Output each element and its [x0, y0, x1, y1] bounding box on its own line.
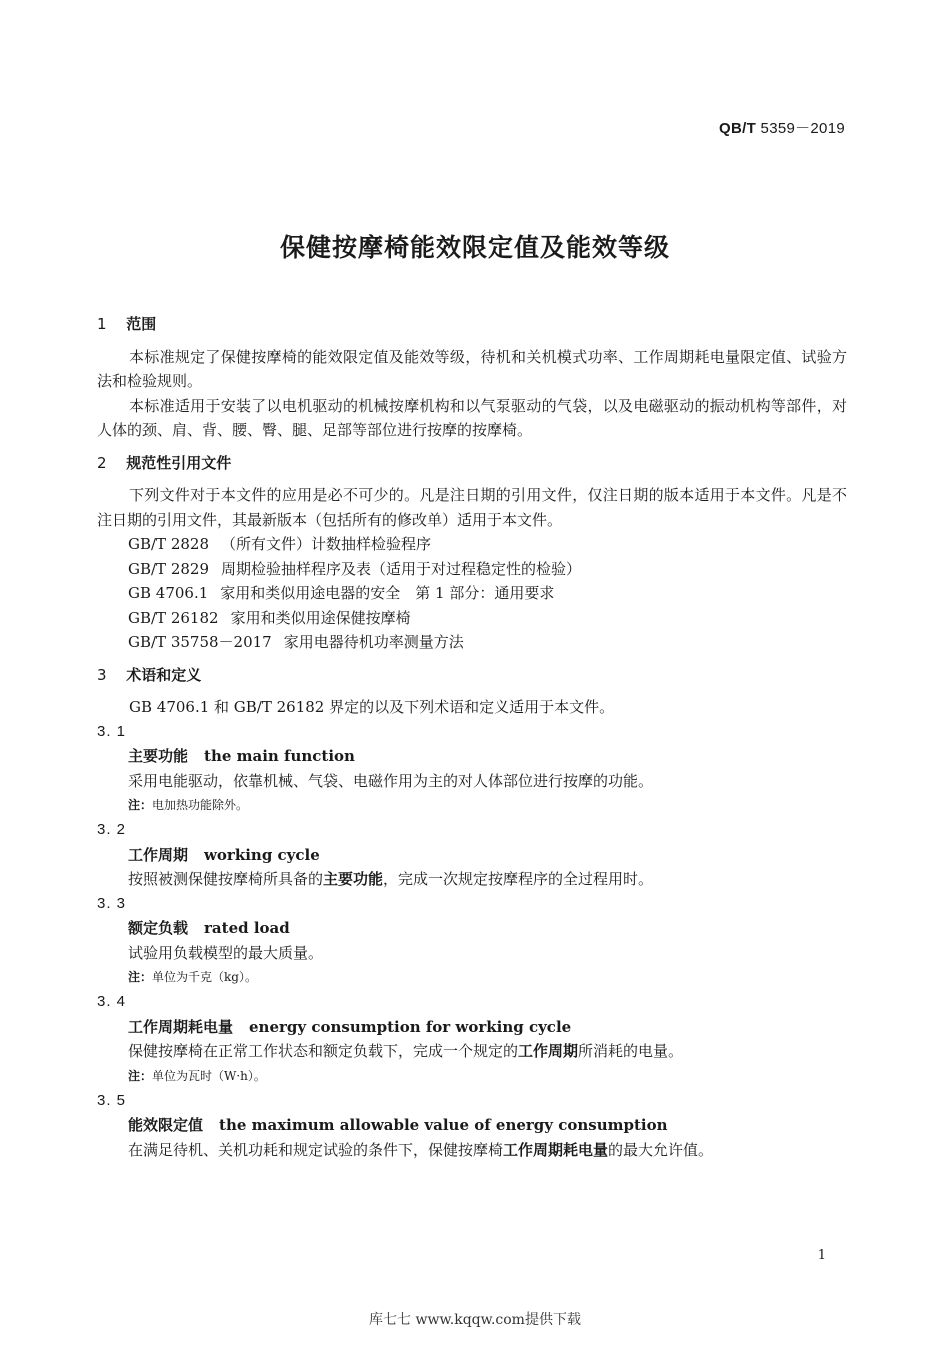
term-definition	[97, 867, 847, 892]
definition-term-ref: 主要功能	[323, 870, 384, 888]
paragraph: 本标准规定了保健按摩椅的能效限定值及能效等级，待机和关机模式功率、工作周期耗电量限定值、试验方法和检验规则。	[97, 347, 847, 390]
reference-code: GB/T 35758－2017	[128, 633, 272, 651]
download-footer: 库七七 www.kqqw.com提供下载	[369, 1312, 581, 1328]
definition-text: ，完成一次规定按摩程序的全过程用时。	[383, 870, 654, 888]
term-en: the maximum allowable value of energy consumption	[219, 1116, 668, 1134]
reference-code: GB 4706.1	[128, 584, 209, 602]
note-label: 注：	[128, 1068, 153, 1083]
standard-code-number: 5359－2019	[760, 120, 845, 137]
paragraph: 本标准适用于安装了以电机驱动的机械按摩机构和以气泵驱动的气袋，以及电磁驱动的振动机构等部件，对人体的颈、肩、背、腰、臀、腿、足部等部位进行按摩的按摩椅。	[97, 396, 847, 439]
term-definition	[97, 1138, 847, 1163]
definition-term-ref: 工作周期	[518, 1042, 579, 1060]
note-text: 单位为千克（kg）。	[152, 970, 257, 984]
section-1-heading	[97, 312, 847, 337]
reference-item	[97, 557, 847, 582]
term-definition	[97, 941, 847, 966]
reference-title: 家用电器待机功率测量方法	[283, 633, 464, 651]
term-number: 3. 1	[97, 722, 127, 740]
definition-text: 按照被测保健按摩椅所具备的	[128, 870, 324, 888]
document-body	[97, 312, 847, 1162]
term-number: 3. 5	[97, 1091, 127, 1109]
reference-item	[97, 630, 847, 655]
section-number: 2	[97, 453, 107, 472]
note-label: 注：	[128, 798, 153, 812]
definition-text: 的最大允许值。	[608, 1140, 714, 1159]
term-title	[97, 916, 847, 941]
page-number: 1	[817, 1248, 826, 1263]
term-note	[97, 793, 847, 818]
definition-text: 试验用负载模型的最大质量。	[128, 943, 324, 962]
term-note	[97, 965, 847, 990]
section-2-heading	[97, 451, 847, 476]
term-title	[97, 1015, 847, 1040]
section-title: 范围	[126, 315, 157, 333]
term-number: 3. 3	[97, 894, 127, 912]
term-en: energy consumption for working cycle	[249, 1017, 572, 1036]
term-zh: 工作周期耗电量	[128, 1017, 234, 1036]
term-en: the main function	[204, 747, 355, 765]
standard-code	[719, 117, 845, 138]
term-zh: 主要功能	[128, 747, 189, 765]
note-label: 注：	[128, 970, 153, 984]
reference-title: 周期检验抽样程序及表（适用于对过程稳定性的检验）	[221, 559, 582, 578]
reference-title: 家用和类似用途电器的安全 第 1 部分：通用要求	[220, 584, 555, 602]
note-text: 电加热功能除外。	[152, 798, 249, 812]
reference-title: 家用和类似用途保健按摩椅	[230, 608, 411, 627]
section-number: 3	[97, 665, 107, 684]
reference-item	[97, 532, 847, 557]
term-title	[97, 744, 847, 769]
term-title	[97, 843, 847, 868]
definition-text: 保健按摩椅在正常工作状态和额定负载下，完成一个规定的	[128, 1042, 519, 1060]
note-text: 单位为瓦时（W·h）。	[152, 1068, 266, 1083]
term-title	[97, 1113, 847, 1138]
term-zh: 能效限定值	[128, 1116, 204, 1134]
reference-code: GB/T 2829	[128, 559, 210, 578]
reference-title: （所有文件）计数抽样检验程序	[221, 535, 432, 553]
reference-code: GB/T 2828	[128, 535, 210, 553]
section-title: 规范性引用文件	[126, 453, 232, 472]
term-en: working cycle	[204, 845, 320, 864]
section-3-heading	[97, 663, 847, 688]
definition-term-ref: 工作周期耗电量	[503, 1140, 609, 1159]
term-en: rated load	[204, 919, 290, 937]
definition-text: 采用电能驱动，依靠机械、气袋、电磁作用为主的对人体部位进行按摩的功能。	[128, 771, 654, 790]
document-title: 保健按摩椅能效限定值及能效等级	[279, 233, 670, 262]
paragraph: GB 4706.1 和 GB/T 26182 界定的以及下列术语和定义适用于本文件。	[129, 698, 615, 716]
section-title: 术语和定义	[126, 665, 202, 684]
term-definition	[97, 769, 847, 794]
definition-text: 在满足待机、关机功耗和规定试验的条件下，保健按摩椅	[128, 1140, 504, 1159]
term-definition	[97, 1039, 847, 1064]
term-zh: 额定负载	[128, 919, 189, 937]
term-zh: 工作周期	[128, 845, 189, 864]
term-number: 3. 2	[97, 821, 127, 838]
standard-code-prefix: QB/T	[719, 120, 757, 137]
paragraph: 下列文件对于本文件的应用是必不可少的。凡是注日期的引用文件，仅注日期的版本适用于本文件。凡是不注日期的引用文件，其最新版本（包括所有的修改单）适用于本文件。	[97, 486, 847, 529]
term-number: 3. 4	[97, 993, 127, 1010]
term-note	[97, 1064, 847, 1089]
reference-item	[97, 581, 847, 606]
section-number: 1	[97, 315, 107, 333]
reference-item	[97, 606, 847, 631]
reference-code: GB/T 26182	[128, 608, 219, 627]
definition-text: 所消耗的电量。	[578, 1042, 684, 1060]
